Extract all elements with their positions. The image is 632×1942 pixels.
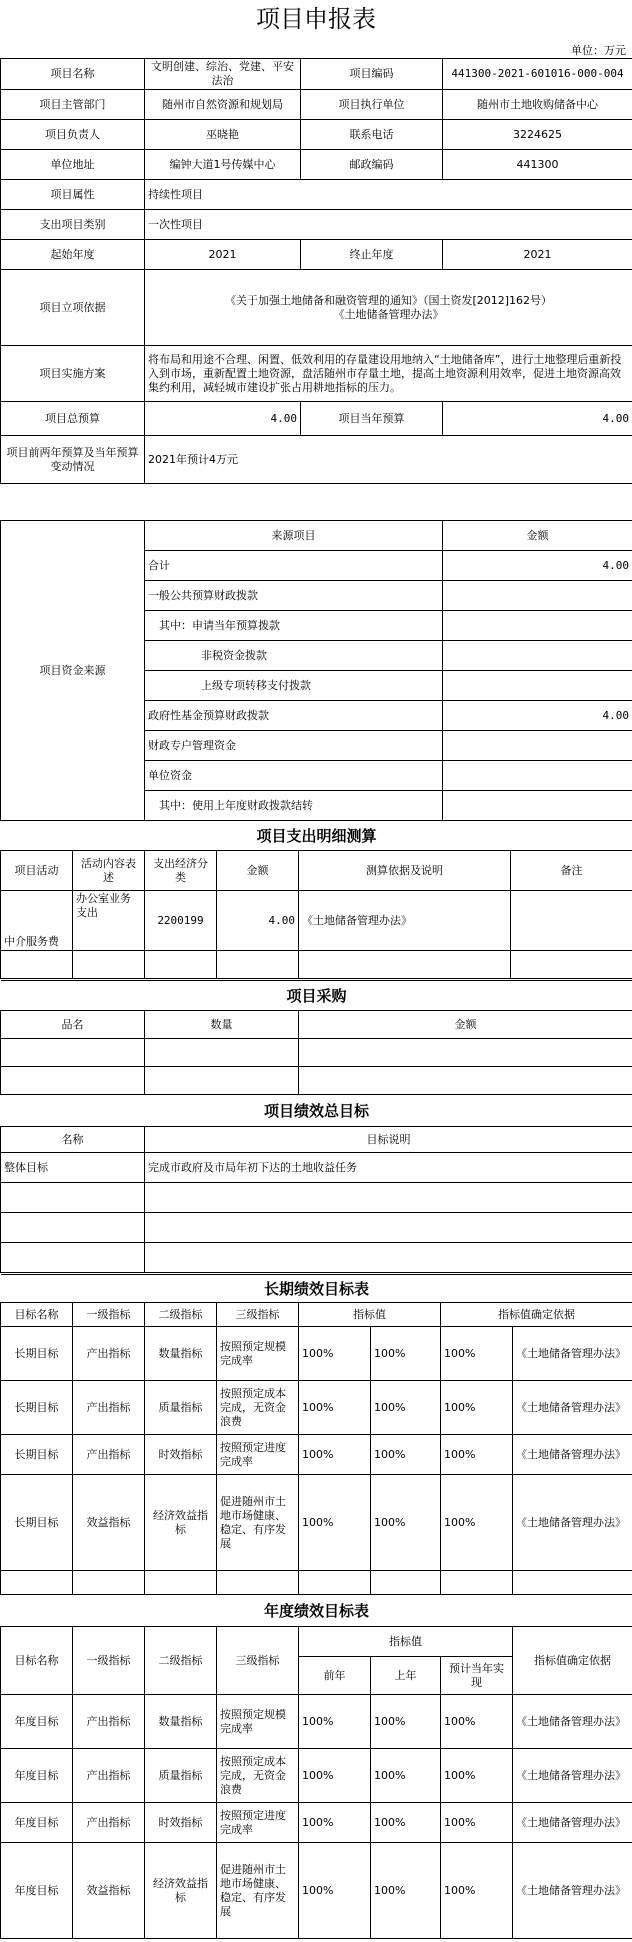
category-value: 一次性项目 <box>145 210 632 240</box>
lt-row-name: 长期目标 <box>1 1475 73 1571</box>
funding-amount <box>443 731 632 761</box>
lt-row-v2: 100% <box>371 1475 441 1571</box>
lt-row-v1: 100% <box>299 1327 371 1381</box>
an-row-l2: 经济效益指标 <box>145 1843 217 1939</box>
an-row-v2: 100% <box>371 1803 441 1843</box>
lt-row-v2: 100% <box>371 1381 441 1435</box>
lt-row-v3: 100% <box>441 1475 513 1571</box>
funding-col-amount: 金额 <box>443 521 632 551</box>
leader-value: 巫晓艳 <box>145 120 301 150</box>
detail-table <box>0 820 632 979</box>
address-label: 单位地址 <box>1 150 145 180</box>
lt-row-basis: 《土地储备管理办法》 <box>513 1435 632 1475</box>
purchase-col-qty: 数量 <box>145 1011 299 1039</box>
an-row-v1: 100% <box>299 1803 371 1843</box>
an-row-basis: 《土地储备管理办法》 <box>513 1749 632 1803</box>
basis-label: 项目立项依据 <box>1 270 145 346</box>
funding-col-source: 来源项目 <box>145 521 443 551</box>
an-row-l3: 按照预定进度完成率 <box>217 1803 299 1843</box>
overall-title: 项目绩效总目标 <box>1 1095 632 1127</box>
lt-row-l3: 按照预定成本完成，无资金浪费 <box>217 1381 299 1435</box>
attr-label: 项目属性 <box>1 180 145 210</box>
project-name-label: 项目名称 <box>1 59 145 90</box>
funding-row-transfer: 上级专项转移支付拨款 <box>145 671 443 701</box>
budget-change-label: 项目前两年预算及当年预算变动情况 <box>1 436 145 484</box>
an-col-basis: 指标值确定依据 <box>513 1627 632 1695</box>
lt-row-v1: 100% <box>299 1381 371 1435</box>
detail-content: 办公室业务支出 <box>73 891 145 951</box>
an-row-l2: 数量指标 <box>145 1695 217 1749</box>
lt-row-name: 长期目标 <box>1 1435 73 1475</box>
purchase-col-amount: 金额 <box>299 1011 632 1039</box>
lt-col-l2: 二级指标 <box>145 1303 217 1327</box>
an-row-l1: 产出指标 <box>73 1695 145 1749</box>
an-col-l1: 一级指标 <box>73 1627 145 1695</box>
detail-col-activity: 项目活动 <box>1 851 73 891</box>
an-row-v1: 100% <box>299 1843 371 1939</box>
phone-value: 3224625 <box>443 120 632 150</box>
an-row-l3: 按照预定规模完成率 <box>217 1695 299 1749</box>
basic-info-table <box>0 58 632 484</box>
an-row-basis: 《土地储备管理办法》 <box>513 1695 632 1749</box>
unit-label: 单位：万元 <box>571 44 626 57</box>
basis-line-1: 《关于加强土地储备和融资管理的通知》（国土资发[2012]162号） <box>224 293 553 307</box>
funding-row-nontax: 非税资金拨款 <box>145 641 443 671</box>
exec-unit-value: 随州市土地收购储备中心 <box>443 90 632 120</box>
plan-value: 将布局和用途不合理、闲置、低效利用的存量建设用地纳入“土地储备库”，进行土地整理后重新投入到市场，重新配置土地资源，盘活随州市存量土地，提高土地资源利用效率，促进土地资源高效集约利用，减轻城市建设扩张占用耕地指标的压力。 <box>145 346 632 402</box>
lt-col-name: 目标名称 <box>1 1303 73 1327</box>
basis-line-2: 《土地储备管理办法》 <box>333 307 444 321</box>
longterm-table <box>0 1274 632 1595</box>
funding-row-general: 一般公共预算财政拨款 <box>145 581 443 611</box>
lt-row-v3: 100% <box>441 1327 513 1381</box>
lt-col-l1: 一级指标 <box>73 1303 145 1327</box>
funding-amount: 4.00 <box>443 551 632 581</box>
funding-row-unit: 单位资金 <box>145 761 443 791</box>
overall-col-name: 名称 <box>1 1127 145 1153</box>
start-year-value: 2021 <box>145 240 301 270</box>
detail-col-note: 备注 <box>511 851 632 891</box>
lt-col-basis: 指标值确定依据 <box>441 1303 632 1327</box>
detail-title: 项目支出明细测算 <box>1 821 632 851</box>
funding-row-carryover: 其中：使用上年度财政拨款结转 <box>145 791 443 821</box>
annual-title: 年度绩效目标表 <box>1 1595 632 1627</box>
lt-row-l3: 促进随州市土地市场健康、稳定、有序发展 <box>217 1475 299 1571</box>
an-row-v3: 100% <box>441 1843 513 1939</box>
an-col-value: 指标值 <box>299 1627 513 1657</box>
lt-row-l3: 按照预定规模完成率 <box>217 1327 299 1381</box>
lt-row-l1: 产出指标 <box>73 1381 145 1435</box>
an-row-l2: 质量指标 <box>145 1749 217 1803</box>
end-year-label: 终止年度 <box>301 240 443 270</box>
an-row-v2: 100% <box>371 1749 441 1803</box>
funding-row-gov-fund: 政府性基金预算财政拨款 <box>145 701 443 731</box>
lt-row-basis: 《土地储备管理办法》 <box>513 1475 632 1571</box>
an-row-l2: 时效指标 <box>145 1803 217 1843</box>
longterm-title: 长期绩效目标表 <box>1 1275 632 1303</box>
lt-row-v2: 100% <box>371 1327 441 1381</box>
funding-amount <box>443 611 632 641</box>
detail-basis: 《土地储备管理办法》 <box>299 891 511 951</box>
an-col-name: 目标名称 <box>1 1627 73 1695</box>
funding-row-special-account: 财政专户管理资金 <box>145 731 443 761</box>
detail-amount: 4.00 <box>217 891 299 951</box>
detail-activity: 中介服务费 <box>1 891 73 951</box>
funding-row-total: 合计 <box>145 551 443 581</box>
lt-row-v2: 100% <box>371 1435 441 1475</box>
project-code-value: 441300-2021-601016-000-004 <box>443 59 632 90</box>
funding-label: 项目资金来源 <box>1 521 145 821</box>
page-title: 项目申报表 <box>256 5 376 33</box>
lt-col-value: 指标值 <box>299 1303 441 1327</box>
an-col-l3: 三级指标 <box>217 1627 299 1695</box>
an-row-v2: 100% <box>371 1695 441 1749</box>
funding-amount <box>443 761 632 791</box>
exec-unit-label: 项目执行单位 <box>301 90 443 120</box>
lt-row-l2: 经济效益指标 <box>145 1475 217 1571</box>
attr-value: 持续性项目 <box>145 180 632 210</box>
an-row-l3: 促进随州市土地市场健康、稳定、有序发展 <box>217 1843 299 1939</box>
purchase-title: 项目采购 <box>1 981 632 1011</box>
an-col-l2: 二级指标 <box>145 1627 217 1695</box>
an-row-l1: 产出指标 <box>73 1803 145 1843</box>
funding-row-apply: 其中：申请当年预算拨款 <box>145 611 443 641</box>
overall-goal-desc: 完成市政府及市局年初下达的土地收益任务 <box>145 1153 632 1183</box>
an-row-name: 年度目标 <box>1 1695 73 1749</box>
address-value: 编钟大道1号传媒中心 <box>145 150 301 180</box>
total-budget-value: 4.00 <box>145 402 301 436</box>
category-label: 支出项目类别 <box>1 210 145 240</box>
an-row-l1: 产出指标 <box>73 1749 145 1803</box>
funding-amount <box>443 581 632 611</box>
funding-amount <box>443 641 632 671</box>
leader-label: 项目负责人 <box>1 120 145 150</box>
purchase-col-name: 品名 <box>1 1011 145 1039</box>
project-name-value: 文明创建、综治、党建、平安法治 <box>145 59 301 90</box>
an-row-name: 年度目标 <box>1 1749 73 1803</box>
an-subcol-prev: 上年 <box>371 1657 441 1695</box>
lt-row-basis: 《土地储备管理办法》 <box>513 1327 632 1381</box>
an-row-l1: 效益指标 <box>73 1843 145 1939</box>
detail-col-basis: 测算依据及说明 <box>299 851 511 891</box>
lt-row-l2: 质量指标 <box>145 1381 217 1435</box>
lt-row-v1: 100% <box>299 1435 371 1475</box>
funding-table <box>0 520 632 821</box>
basis-value <box>145 270 632 346</box>
lt-row-v3: 100% <box>441 1381 513 1435</box>
year-budget-value: 4.00 <box>443 402 632 436</box>
an-row-v2: 100% <box>371 1843 441 1939</box>
funding-amount <box>443 671 632 701</box>
budget-change-value: 2021年预计4万元 <box>145 436 632 484</box>
year-budget-label: 项目当年预算 <box>301 402 443 436</box>
postcode-label: 邮政编码 <box>301 150 443 180</box>
detail-econ: 2200199 <box>145 891 217 951</box>
lt-row-l3: 按照预定进度完成率 <box>217 1435 299 1475</box>
an-row-l3: 按照预定成本完成，无资金浪费 <box>217 1749 299 1803</box>
an-subcol-current: 预计当年实现 <box>441 1657 513 1695</box>
dept-label: 项目主管部门 <box>1 90 145 120</box>
project-code-label: 项目编码 <box>301 59 443 90</box>
funding-amount: 4.00 <box>443 701 632 731</box>
detail-col-amount: 金额 <box>217 851 299 891</box>
annual-table <box>0 1594 632 1939</box>
an-row-v3: 100% <box>441 1695 513 1749</box>
lt-row-v1: 100% <box>299 1475 371 1571</box>
an-row-basis: 《土地储备管理办法》 <box>513 1803 632 1843</box>
overall-goal-name: 整体目标 <box>1 1153 145 1183</box>
dept-value: 随州市自然资源和规划局 <box>145 90 301 120</box>
lt-row-l2: 数量指标 <box>145 1327 217 1381</box>
an-row-v1: 100% <box>299 1695 371 1749</box>
lt-row-l2: 时效指标 <box>145 1435 217 1475</box>
plan-label: 项目实施方案 <box>1 346 145 402</box>
lt-row-basis: 《土地储备管理办法》 <box>513 1381 632 1435</box>
phone-label: 联系电话 <box>301 120 443 150</box>
overall-col-desc: 目标说明 <box>145 1127 632 1153</box>
lt-row-name: 长期目标 <box>1 1381 73 1435</box>
an-row-basis: 《土地储备管理办法》 <box>513 1843 632 1939</box>
lt-col-l3: 三级指标 <box>217 1303 299 1327</box>
an-row-v3: 100% <box>441 1749 513 1803</box>
total-budget-label: 项目总预算 <box>1 402 145 436</box>
funding-amount <box>443 791 632 821</box>
an-row-v3: 100% <box>441 1803 513 1843</box>
detail-note <box>511 891 632 951</box>
end-year-value: 2021 <box>443 240 632 270</box>
detail-col-econ: 支出经济分类 <box>145 851 217 891</box>
an-row-name: 年度目标 <box>1 1843 73 1939</box>
lt-row-l1: 产出指标 <box>73 1435 145 1475</box>
postcode-value: 441300 <box>443 150 632 180</box>
detail-col-content: 活动内容表述 <box>73 851 145 891</box>
an-row-v1: 100% <box>299 1749 371 1803</box>
start-year-label: 起始年度 <box>1 240 145 270</box>
purchase-table <box>0 980 632 1095</box>
an-row-name: 年度目标 <box>1 1803 73 1843</box>
lt-row-l1: 效益指标 <box>73 1475 145 1571</box>
lt-row-l1: 产出指标 <box>73 1327 145 1381</box>
overall-goal-table <box>0 1094 632 1273</box>
lt-row-name: 长期目标 <box>1 1327 73 1381</box>
an-subcol-prev2: 前年 <box>299 1657 371 1695</box>
lt-row-v3: 100% <box>441 1435 513 1475</box>
